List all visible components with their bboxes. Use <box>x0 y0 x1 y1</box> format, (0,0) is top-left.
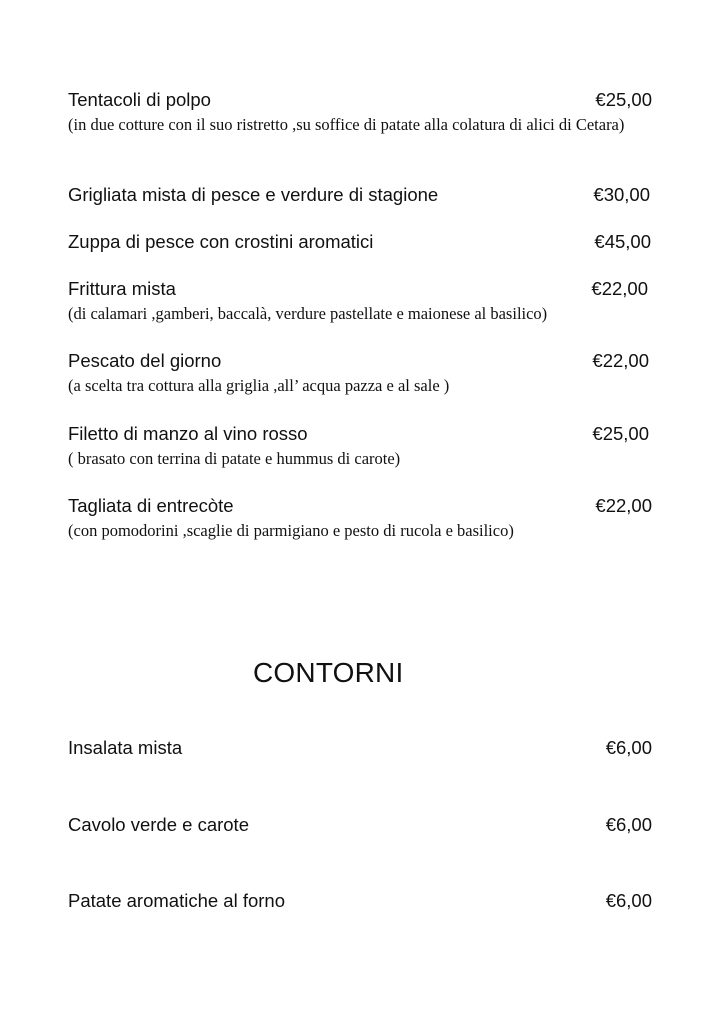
item-name: Patate aromatiche al forno <box>68 890 285 911</box>
item-name: Tentacoli di polpo <box>68 89 211 110</box>
menu-item-header <box>68 494 652 518</box>
item-price: €45,00 <box>594 231 651 252</box>
item-price: €25,00 <box>592 423 649 444</box>
menu-item-header <box>68 349 652 373</box>
item-description: ( brasato con terrina di patate e hummus di carote) <box>68 449 401 468</box>
menu-item-header <box>68 736 652 760</box>
menu-item-header <box>68 230 652 254</box>
menu-item-grigliata-mista <box>68 183 652 207</box>
item-name: Tagliata di entrecòte <box>68 495 234 516</box>
item-description: (di calamari ,gamberi, baccalà, verdure pastellate e maionese al basilico) <box>68 304 548 323</box>
item-price: €25,00 <box>595 89 652 110</box>
menu-item-frittura-mista <box>68 277 652 325</box>
side-item-cavolo-verde <box>68 813 652 837</box>
menu-item-tentacoli-di-polpo <box>68 88 652 136</box>
item-price: €22,00 <box>591 278 648 299</box>
item-name: Insalata mista <box>68 737 183 758</box>
item-price: €6,00 <box>605 890 652 911</box>
menu-item-header <box>68 889 652 913</box>
section-title-contorni: CONTORNI <box>253 657 404 688</box>
menu-item-tagliata-di-entrecote <box>68 494 652 542</box>
item-name: Frittura mista <box>68 278 176 299</box>
item-price: €22,00 <box>595 495 652 516</box>
menu-item-zuppa-di-pesce <box>68 230 652 254</box>
menu-item-header <box>68 277 652 301</box>
item-name: Zuppa di pesce con crostini aromatici <box>68 231 374 252</box>
item-name: Pescato del giorno <box>68 350 222 371</box>
item-name: Cavolo verde e carote <box>68 814 249 835</box>
item-description: (in due cotture con il suo ristretto ,su soffice di patate alla colatura di alici di Cetara) <box>68 115 625 134</box>
item-price: €22,00 <box>592 350 649 371</box>
menu-item-filetto-di-manzo <box>68 422 652 470</box>
menu-item-pescato-del-giorno <box>68 349 652 397</box>
item-description: (con pomodorini ,scaglie di parmigiano e pesto di rucola e basilico) <box>68 521 514 540</box>
side-item-patate-aromatiche <box>68 889 652 913</box>
menu-item-header <box>68 183 652 207</box>
item-price: €6,00 <box>605 814 652 835</box>
item-name: Grigliata mista di pesce e verdure di stagione <box>68 184 439 205</box>
item-price: €6,00 <box>605 737 652 758</box>
menu-item-header <box>68 88 652 112</box>
menu-item-header <box>68 422 652 446</box>
side-item-insalata-mista <box>68 736 652 760</box>
menu-item-header <box>68 813 652 837</box>
item-name: Filetto di manzo al vino rosso <box>68 423 308 444</box>
item-price: €30,00 <box>593 184 650 205</box>
item-description: (a scelta tra cottura alla griglia ,all’ acqua pazza e al sale ) <box>68 376 450 395</box>
